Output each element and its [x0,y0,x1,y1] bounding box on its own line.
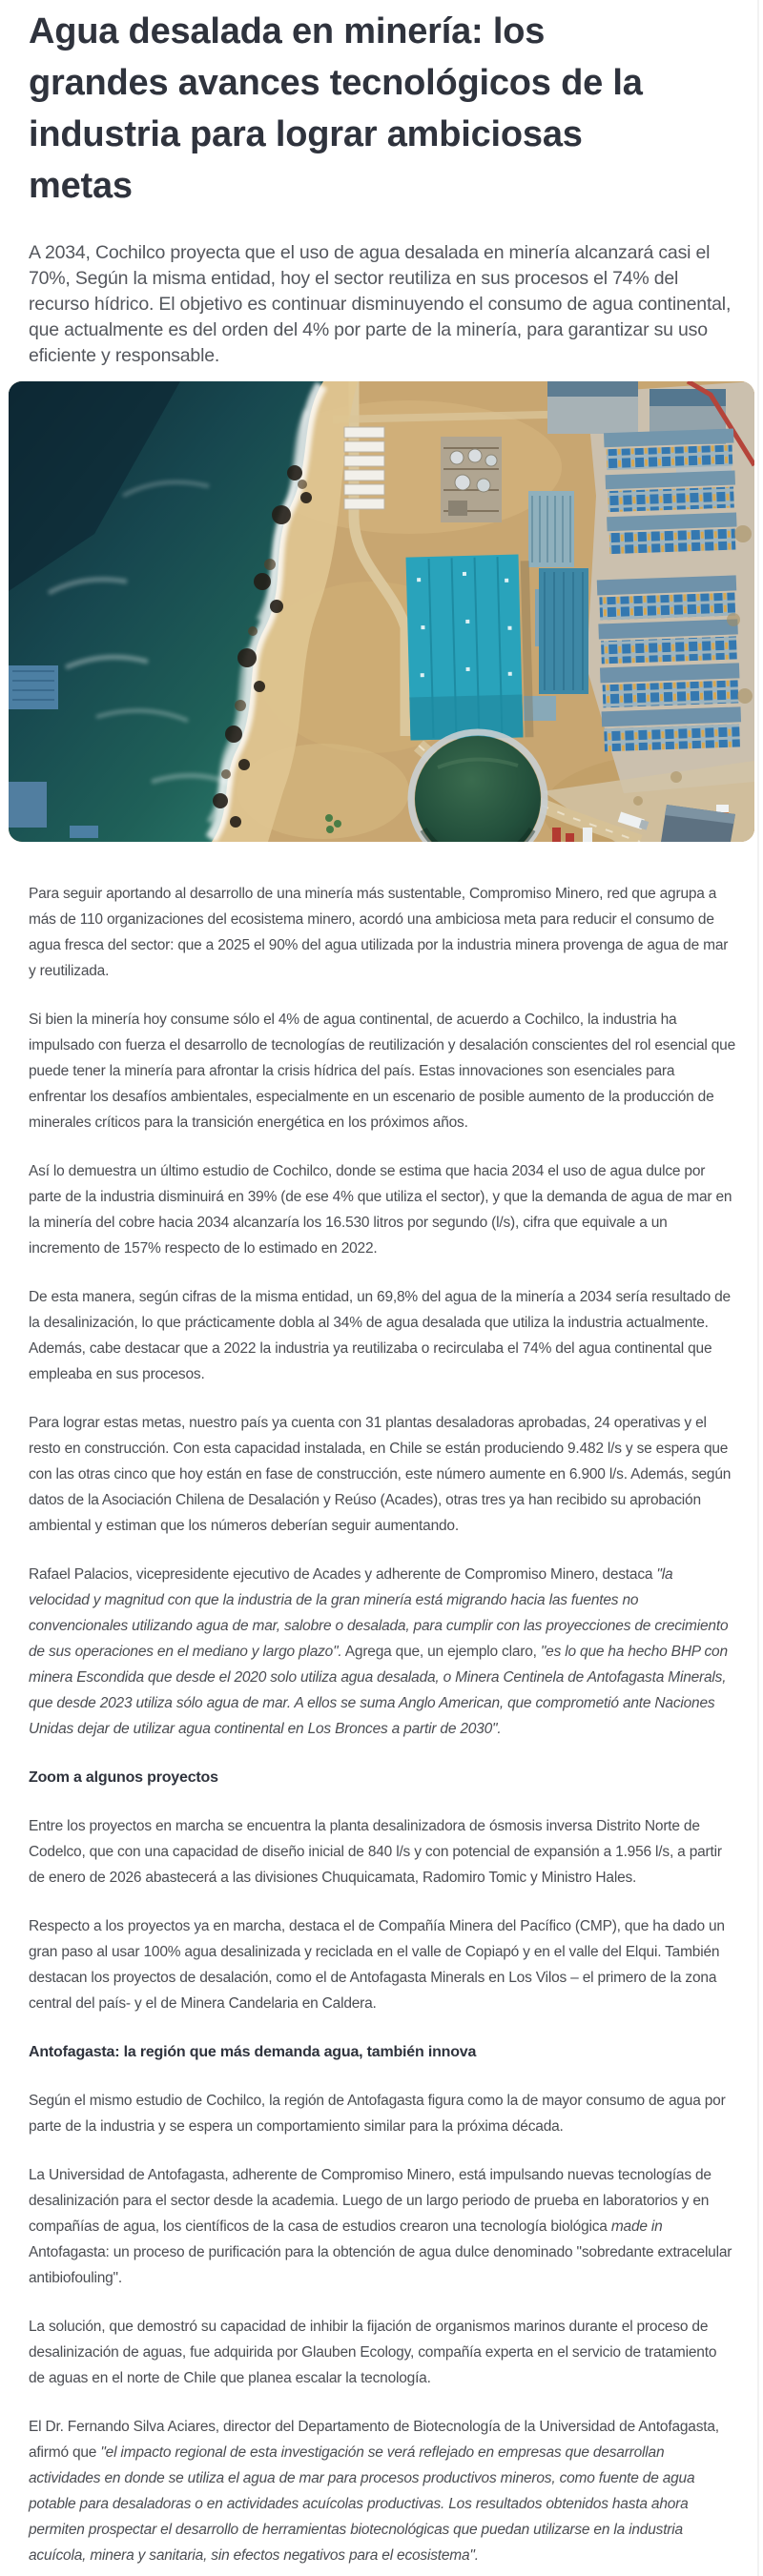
article-paragraph: Según el mismo estudio de Cochilco, la región de Antofagasta figura como la de mayor consumo de agua por parte de la industria y se espera un comportamiento similar para la próxima década. [29,2093,726,2135]
article-body [29,881,735,2568]
article-paragraph: Para seguir aportando al desarrollo de una minería más sustentable, Compromiso Minero, red que agrupa a más de 110 organizaciones del ecosistema minero, acordó una ambiciosa meta para reducir el consumo de agua fresca del sector: que a 2025 el 90% del agua utilizada por la industria minera provenga de agua de mar y reutilizada. [29,886,729,979]
article-paragraph: Si bien la minería hoy consume sólo el 4% de agua continental, de acuerdo a Cochilco, la industria ha impulsado con fuerza el desarrollo de tecnologías de reutilización y desalación conscientes del rol esencial que puede tener la minería para afrontar la crisis hídrica del país. Estas innovaciones son esenciales para enfrentar los desafíos ambientales, especialmente en un escenario de posible aumento de la producción de minerales críticos para la transición energética en los próximos años. [29,1012,735,1131]
news-article [29,6,735,2568]
article-paragraph: Para lograr estas metas, nuestro país ya cuenta con 31 plantas desaladoras aprobadas, 24 operativas y el resto en construcción. Con esta capacidad instalada, en Chile se están produciendo 9.482 l/s y se espera que con las otras cinco que hoy están en fase de construcción, este número aumente en 6.900 l/s. Además, según datos de la Asociación Chilena de Desalación y Reúso (Acades), otras tres ya han recibido su aprobación ambiental y estiman que los números deberían seguir aumentando. [29,1415,732,1534]
section-heading: Zoom a algunos proyectos [29,1769,218,1786]
page-edge-divider [757,0,759,2576]
article-title: Agua desalada en minería: los grandes avances tecnológicos de la industria para lograr ambiciosas metas [29,11,643,206]
article-paragraph: De esta manera, según cifras de la misma entidad, un 69,8% del agua de la minería a 2034 sería resultado de la desalinización, lo que prácticamente dobla al 34% de agua desalada que utiliza la industria actualmente. Además, cabe destacar que a 2022 la industria ya reutilizaba o recirculaba el 74% del agua continental que empleaba en sus procesos. [29,1289,731,1382]
article-paragraph: Respecto a los proyectos ya en marcha, destaca el de Compañía Minera del Pacífico (CMP), que ha dado un gran paso al usar 100% agua desalinizada y reciclada en el valle de Copiapó y en el valle del Elqui. También destacan los proyectos de desalación, como el de Antofagasta Minerals en Los Vilos – el primero de la zona central del país- y el de Minera Candelaria en Caldera. [29,1918,725,2012]
article-paragraph: Así lo demuestra un último estudio de Cochilco, donde se estima que hacia 2034 el uso de agua dulce por parte de la industria disminuirá en 39% (de ese 4% que utiliza el sector), y que la demanda de agua de mar en la minería del cobre hacia 2034 alcanzaría los 16.530 litros por segundo (l/s), cifra que equivale a un incremento de 157% respecto de lo estimado en 2022. [29,1163,732,1257]
article-paragraph: Entre los proyectos en marcha se encuentra la planta desalinizadora de ósmosis inversa Distrito Norte de Codelco, que con una capacidad de diseño inicial de 840 l/s y con potencial de expansión a 1.956 l/s, a partir de enero de 2026 abastecerá a las divisiones Chuquicamata, Radomiro Tomic y Ministro Hales. [29,1818,722,1886]
section-heading: Antofagasta: la región que más demanda agua, también innova [29,2044,477,2060]
article-paragraph: La solución, que demostró su capacidad de inhibir la fijación de organismos marinos durante el proceso de desalinización de aguas, fue adquirida por Glauben Ecology, compañía experta en el servicio de tratamiento de aguas en el norte de Chile que planea escalar la tecnología. [29,2319,717,2386]
hero-image [9,381,754,842]
article-paragraph: La Universidad de Antofagasta, adherente de Compromiso Minero, está impulsando nuevas tecnologías de desalinización para el sector desde la academia. Luego de un largo periodo de prueba en laboratorios y en compañías de agua, los científicos de la casa de estudios crearon una tecnología biológica made in Antofagasta: un proceso de purificación para la obtención de agua dulce denominado "sobredante extracelular antibiofouling". [29,2167,732,2286]
article-paragraph: El Dr. Fernando Silva Aciares, director del Departamento de Biotecnología de la Universidad de Antofagasta, afirmó que "el impacto regional de esta investigación se verá reflejado en empresas que desarrollan actividades en donde se utiliza el agua de mar para procesos productivos mineros, como fuente de agua potable para desaladoras o en actividades acuícolas productivas. Los resultados obtenidos hasta ahora permiten prospectar el desarrollo de herramientas biotecnológicas que puedan utilizarse en la industria acuícola, minera y sanitaria, sin efectos negativos para el ecosistema". [29,2419,719,2564]
article-lead: A 2034, Cochilco proyecta que el uso de agua desalada en minería alcanzará casi el 70%, Según la misma entidad, hoy el sector reutiliza en sus procesos el 74% del recurso hídrico. El objetivo es continuar disminuyendo el consumo de agua continental, que actualmente es del orden del 4% por parte de la minería, para garantizar su uso eficiente y responsable. [29,242,732,366]
aerial-desalination-plant-illustration [9,381,754,842]
article-paragraph: Rafael Palacios, vicepresidente ejecutivo de Acades y adherente de Compromiso Minero, destaca "la velocidad y magnitud con que la industria de la gran minería está migrando hacia las fuentes no convencionales utilizando agua de mar, salobre o desalada, para cumplir con las proyecciones de crecimiento de sus operaciones en el mediano y largo plazo". Agrega que, un ejemplo claro, "es lo que ha hecho BHP con minera Escondida que desde el 2020 solo utiliza agua desalada, o Minera Centinela de Antofagasta Minerals, que desde 2023 utiliza sólo agua de mar. A ellos se suma Anglo American, que comprometió ante Naciones Unidas dejar de utilizar agua continental en Los Bronces a partir de 2030". [29,1566,729,1737]
